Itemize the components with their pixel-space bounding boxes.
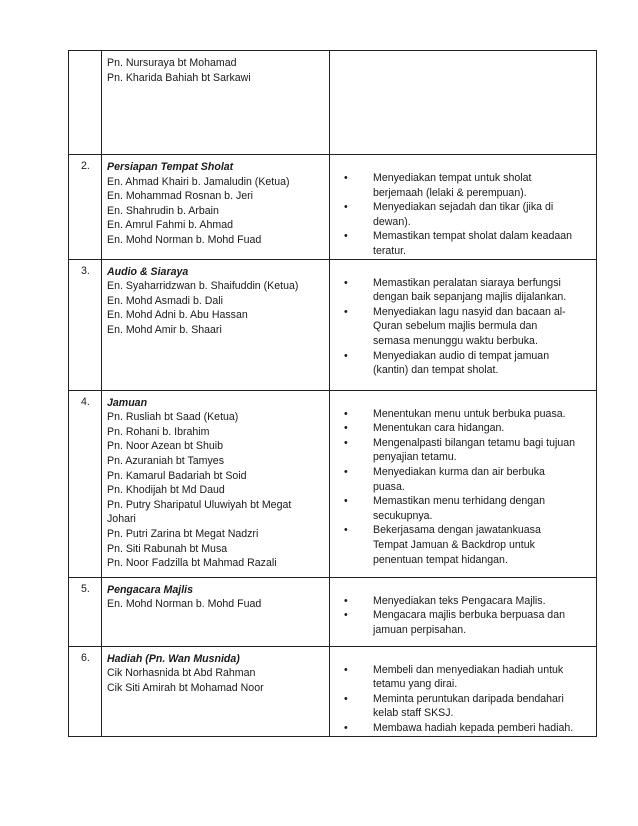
committee-title: Pengacara Majlis (107, 583, 193, 596)
task-line: Membeli dan menyediakan hadiah untuk (373, 663, 564, 676)
committee-title: Hadiah (Pn. Wan Musnida) (107, 652, 240, 665)
table-row (69, 577, 597, 646)
task-line: Menyediakan sejadah dan tikar (jika di (373, 201, 554, 214)
member-name: Pn. Kamarul Badariah bt Soid (107, 469, 247, 482)
task-line: Memastikan menu terhidang dengan (373, 495, 545, 508)
member-name: Pn. Kharida Bahiah bt Sarkawi (107, 71, 251, 84)
task-line: (kantin) dan tempat sholat. (373, 364, 499, 377)
task-list (340, 594, 590, 638)
task-line: Menentukan menu untuk berbuka puasa. (373, 407, 566, 420)
bullet-icon: • (344, 609, 348, 622)
task-line: dewan). (373, 215, 411, 228)
task-line: Memastikan peralatan siaraya berfungsi (373, 276, 561, 289)
task-line: Meminta peruntukan daripada bendahari (373, 692, 564, 705)
task-line: Menyediakan kurma dan air berbuka (373, 465, 545, 478)
task-line: Menyediakan lagu nasyid dan bacaan al- (373, 305, 566, 318)
task-line: Menyediakan teks Pengacara Majlis. (373, 594, 546, 607)
member-name: Pn. Putri Zarina bt Megat Nadzri (107, 527, 259, 540)
member-name: En. Amrul Fahmi b. Ahmad (107, 219, 234, 232)
member-name: Pn. Putry Sharipatul Uluwiyah bt Megat (107, 498, 292, 511)
table-row (69, 51, 597, 155)
bullet-icon: • (344, 495, 348, 508)
task-line: dengan baik sepanjang majlis dijalankan. (373, 291, 567, 304)
row-number: 2. (69, 155, 102, 260)
task-line: tetamu yang dirai. (373, 678, 458, 691)
task-line: semasa menunggu waktu berbuka. (373, 334, 538, 347)
member-name: Pn. Khodijah bt Md Daud (107, 484, 225, 497)
task-item (340, 305, 590, 349)
task-line: Memastikan tempat sholat dalam keadaan (373, 230, 573, 243)
table-row (69, 646, 597, 736)
tasks-cell (330, 390, 597, 577)
task-item (340, 436, 590, 465)
member-name: Cik Norhasnida bt Abd Rahman (107, 667, 256, 680)
task-line: penyajian tetamu. (373, 451, 457, 464)
member-name: Pn. Nursuraya bt Mohamad (107, 57, 237, 69)
tasks-cell (330, 577, 597, 646)
task-item (340, 421, 590, 436)
tasks-cell (330, 646, 597, 736)
committee-title: Jamuan (107, 396, 148, 409)
member-name: En. Mohammad Rosnan b. Jeri (107, 190, 254, 203)
task-item (340, 494, 590, 523)
member-name: En. Ahmad Khairi b. Jamaludin (Ketua) (107, 175, 290, 188)
task-list (340, 276, 590, 378)
member-name: Pn. Noor Fadzilla bt Mahmad Razali (107, 557, 277, 570)
member-name: En. Shahrudin b. Arbain (107, 204, 219, 217)
member-name: En. Mohd Norman b. Mohd Fuad (107, 598, 262, 611)
table-row (69, 259, 597, 390)
task-item (340, 276, 590, 305)
task-line: Menyediakan tempat untuk sholat (373, 172, 532, 184)
task-line: kelab staff SKSJ. (373, 707, 454, 720)
task-item (340, 229, 590, 258)
member-name: En. Mohd Asmadi b. Dali (107, 294, 223, 307)
row-number: 5. (69, 577, 102, 646)
committee-cell (102, 646, 330, 736)
committee-cell (102, 259, 330, 390)
task-line: jamuan perpisahan. (373, 623, 467, 636)
task-line: berjemaah (lelaki & perempuan). (373, 186, 527, 199)
tasks-cell (330, 155, 597, 260)
task-line: teratur. (373, 244, 406, 257)
committee-cell (102, 51, 330, 155)
committee-cell (102, 155, 330, 260)
member-name: Pn. Siti Rabunah bt Musa (107, 542, 228, 555)
task-item (340, 171, 590, 200)
member-name: En. Syaharridzwan b. Shaifuddin (Ketua) (107, 280, 299, 293)
committee-cell (102, 390, 330, 577)
bullet-icon: • (344, 230, 348, 243)
bullet-icon: • (344, 172, 348, 184)
committee-title: Persiapan Tempat Sholat (107, 161, 234, 173)
bullet-icon: • (344, 465, 348, 478)
committee-cell (102, 577, 330, 646)
task-line: Bekerjasama dengan jawatankuasa (373, 524, 541, 537)
bullet-icon: • (344, 594, 348, 607)
bullet-icon: • (344, 349, 348, 362)
bullet-icon: • (344, 422, 348, 435)
committee-title: Audio & Siaraya (107, 265, 189, 278)
bullet-icon: • (344, 407, 348, 420)
member-name: En. Mohd Adni b. Abu Hassan (107, 309, 248, 322)
task-line: penentuan tempat hidangan. (373, 553, 508, 566)
task-line: Membawa hadiah kepada pemberi hadiah. (373, 721, 574, 734)
row-number (69, 51, 102, 155)
task-line: Menentukan cara hidangan. (373, 422, 505, 435)
task-item (340, 608, 590, 637)
row-number: 4. (69, 390, 102, 577)
bullet-icon: • (344, 692, 348, 705)
task-item (340, 465, 590, 494)
task-list (340, 663, 590, 736)
bullet-icon: • (344, 201, 348, 214)
task-line: Tempat Jamuan & Backdrop untuk (373, 538, 535, 551)
task-list (340, 407, 590, 568)
member-name: En. Mohd Norman b. Mohd Fuad (107, 233, 262, 246)
member-name: Pn. Azuraniah bt Tamyes (107, 454, 224, 467)
tasks-cell (330, 259, 597, 390)
task-item (340, 663, 590, 692)
task-line: Mengacara majlis berbuka berpuasa dan (373, 609, 565, 622)
table-row (69, 390, 597, 577)
bullet-icon: • (344, 524, 348, 537)
bullet-icon: • (344, 721, 348, 734)
bullet-icon: • (344, 436, 348, 449)
table-row (69, 155, 597, 260)
member-name: Pn. Rohani b. Ibrahim (107, 425, 210, 438)
task-item (340, 349, 590, 378)
committee-table (68, 50, 597, 737)
task-line: Menyediakan audio di tempat jamuan (373, 349, 550, 362)
member-name: Johari (107, 513, 136, 526)
member-name: En. Mohd Amir b. Shaari (107, 323, 222, 336)
task-item (340, 721, 590, 736)
task-list (340, 171, 590, 259)
bullet-icon: • (344, 663, 348, 676)
bullet-icon: • (344, 305, 348, 318)
row-number: 6. (69, 646, 102, 736)
task-item (340, 692, 590, 721)
member-name: Pn. Rusliah bt Saad (Ketua) (107, 411, 239, 424)
task-line: Quran sebelum majlis bermula dan (373, 320, 538, 333)
bullet-icon: • (344, 276, 348, 289)
task-line: secukupnya. (373, 509, 433, 522)
task-line: puasa. (373, 480, 405, 493)
task-item (340, 523, 590, 567)
task-item (340, 594, 590, 609)
tasks-cell (330, 51, 597, 155)
member-name: Cik Siti Amirah bt Mohamad Noor (107, 681, 264, 694)
task-line: Mengenalpasti bilangan tetamu bagi tujuan (373, 436, 576, 449)
row-number: 3. (69, 259, 102, 390)
task-item (340, 407, 590, 422)
task-item (340, 200, 590, 229)
member-name: Pn. Noor Azean bt Shuib (107, 440, 224, 453)
